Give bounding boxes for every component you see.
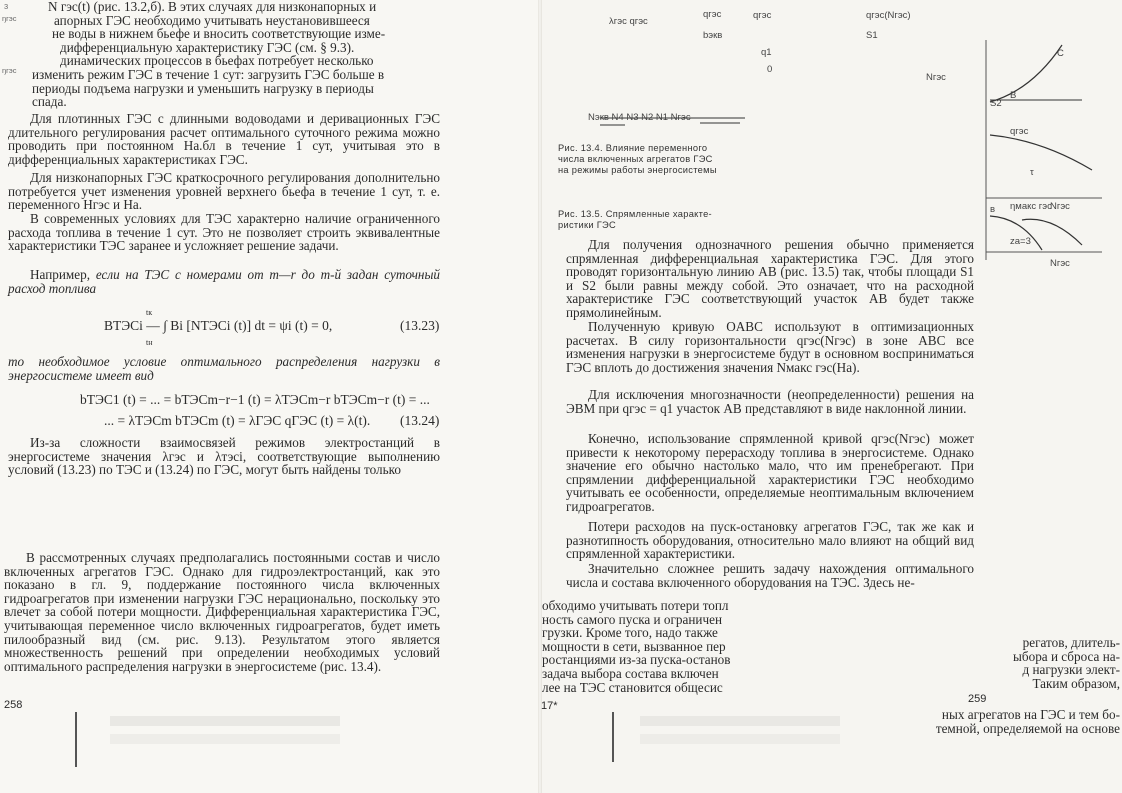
fig-label: Nгэс <box>1050 258 1070 269</box>
page-number-left: 258 <box>4 699 23 711</box>
scan-mark <box>75 712 77 767</box>
left-top-paragraph: N гэс(t) (рис. 13.2,б). В этих случаях для низконапорных и апорных ГЭС необходимо учитывать неустановившееся не воды в нижнем бьефе и вносить соответствующие изме- дифференциальную характеристику ГЭС (см. § 9.3). динамических процессов в бьефах потребует несколько изменить режим ГЭС в течение 1 сут: загрузить ГЭС больше в периоды подъема нагрузки и уменьшить нагрузку в периоды спада. <box>32 0 386 110</box>
left-paragraph-2: Для плотинных ГЭС с длинными водоводами и деривационных ГЭС длительного регулирования расчет оптимального суточного режима можно проводить при постоянном Hа.бл в течение 1 сут, учитывая это в дифференциальных характеристиках ГЭС. <box>8 111 440 167</box>
right-paragraph-1: Для получения однозначного решения обычно применяется спрямленная дифференциальная характеристика ГЭС. Для этого проводят горизонтальную линию AB (рис. 13.5) так, чтобы площади S1 и S2 были равны между собой. Это означает, что на расходной характеристике ГЭС соответствующий участок AB будет также прямолинейным. <box>566 237 974 320</box>
bleed-through <box>640 734 840 744</box>
right-paragraph-4: Конечно, использование спрямленной кривой qгэс(Nгэс) может привести к некоторому перерасходу топлива в энергосистеме. Однако значение его обычно настолько мало, что им пренебрегают. При спрямлении дифференциальной характеристики ГЭС необходимо учитывать ее особенности, определяемые неоптимальным включением гидроагрегатов. <box>566 431 974 514</box>
left-paragraph-3: Для низконапорных ГЭС краткосрочного регулирования дополнительно потребуется учет изменения уровней верхнего бьефа в течение 1 сут, т. е. переменного Hгэс и Hа. <box>8 170 440 213</box>
margin-note: ŋгэс <box>2 66 17 75</box>
fig-label: bэкв <box>703 30 723 41</box>
left-paragraph-8: В рассмотренных случаях предполагались постоянными состав и число включенных агрегатов ГЭС. Однако для гидроэлектростанций, как это показано в гл. 9, поддержание постоянного числа включенных гидроагрегатов при изменении нагрузки ГЭС нерационально, поскольку это влечет за собой потери мощности. Дифференциальная характеристика ГЭС, учитывающая переменное число включенных гидроагрегатов, будет иметь пилообразный вид (см. рис. 9.13). Результатом этого является множественность решений при определении необходимых условий оптимального распределения нагрузки в энергосистеме (рис. 13.4). <box>4 550 440 674</box>
fig-label: в <box>990 204 996 215</box>
equation-13-24b: ... = λТЭСm bТЭСm (t) = λГЭС qГЭС (t) = λ(t). <box>104 413 371 428</box>
figure-13-4-caption: Рис. 13.4. Влияние переменного числа включенных агрегатов ГЭС на режимы работы энергосистемы <box>558 143 717 175</box>
curve-q <box>990 135 1092 170</box>
figure-13-5 <box>982 40 1122 270</box>
right-paragraph-5: Потери расходов на пуск-остановку агрегатов ГЭС, так же как и разнотипность оборудования, относительно мало влияют на общий вид спрямленной характеристики. <box>566 519 974 562</box>
fig-label: τ <box>1030 167 1034 178</box>
margin-note: ŋгэс <box>2 14 17 23</box>
scan-mark <box>612 712 614 762</box>
fig-label: qгэс <box>703 9 722 20</box>
bleed-through <box>640 716 840 726</box>
overlapping-page-bottom: ных агрегатов на ГЭС и тем бо- темной, определяемой на основе <box>935 707 1120 736</box>
equation-number: (13.24) <box>400 413 440 428</box>
left-paragraph-4: В современных условиях для ТЭС характерно наличие ограниченного расхода топлива в течение 1 сут. Это не позволяет строить эквивалентные характеристики ТЭС заранее и усложняет решение задачи. <box>8 211 440 254</box>
fig-label: S2 <box>990 98 1002 109</box>
right-paragraph-6-continued: обходимо учитывать потери топл ность самого пуска и ограничен грузки. Кроме того, надо также мощности в сети, вызванное пер ростанциями из-за пуска-останов задача выбора состава включен лее на ТЭС становится общесис <box>542 598 731 695</box>
equation-13-23: BТЭСi — ∫ Bi [NТЭСi (t)] dt = ψi (t) = 0, <box>104 318 333 333</box>
fig-label: 0 <box>767 64 773 75</box>
fig-label: q1 <box>761 47 772 58</box>
fig-label-lambda-q: λгэс qгэс <box>609 16 648 27</box>
fig-label: C <box>1057 48 1064 59</box>
integral-lower-limit: tн <box>146 338 153 347</box>
fig-label: Nгэс <box>926 72 946 83</box>
fig-label: B <box>1010 90 1017 101</box>
fig-label: qгэс <box>1010 126 1029 137</box>
fig-label: S1 <box>866 30 878 41</box>
curve-eta-2 <box>1022 219 1082 245</box>
right-paragraph-6: Значительно сложнее решить задачу нахождения оптимального числа и состава включенного оборудования на ТЭС. Здесь не- <box>566 561 974 590</box>
fig-axis-labels: Nэкв N4 N3 N2 N1 Nгэс <box>588 112 691 123</box>
fig-label: ηмакс гэс <box>1010 201 1052 212</box>
overlapping-page-fragment: регатов, длитель- ыбора и сброса на- д нагрузки элект- Таким образом, <box>1013 635 1120 691</box>
bleed-through <box>110 716 340 726</box>
fig-label: zа=3 <box>1010 236 1031 247</box>
fig-label: qгэс <box>753 10 772 21</box>
fig-label: qгэс(Nгэс) <box>866 10 911 21</box>
equation-number: (13.23) <box>400 318 440 333</box>
left-paragraph-7: Из-за сложности взаимосвязей режимов электростанций в энергосистеме значения λгэс и λтэсi, соответствующие выполнению условий (13.23) по ТЭС и (13.24) по ГЭС, могут быть найдены только <box>8 435 440 478</box>
bleed-through <box>110 734 340 744</box>
right-paragraph-2: Полученную кривую OABC используют в оптимизационных расчетах. В силу горизонтальности qгэс(Nгэс) в зоне ABC все изменения нагрузки в энергосистеме будут в основном восприниматься ГЭС вплоть до достижения значения Nмакс гэс(Hа). <box>566 319 974 375</box>
margin-note: 3 <box>4 2 9 11</box>
figure-13-5-caption: Рис. 13.5. Спрямленные характе- ристики ГЭС <box>558 209 712 230</box>
page-number-right: 259 <box>968 693 987 705</box>
integral-upper-limit: tк <box>146 308 153 317</box>
curve-c <box>990 45 1062 102</box>
fig-label: Nгэс <box>1050 201 1070 212</box>
right-paragraph-3: Для исключения многозначности (неопределенности) решения на ЭВМ при qгэс = q1 участок AB представляют в виде наклонной линии. <box>566 387 974 416</box>
signature-mark: 17* <box>541 700 558 712</box>
left-paragraph-5: Например, если на ТЭС с номерами от m—r до m-й задан суточный расход топлива <box>8 267 440 296</box>
equation-13-24a: bТЭС1 (t) = ... = bТЭСm−r−1 (t) = λТЭСm−r bТЭСm−r (t) = ... <box>80 392 430 407</box>
left-paragraph-6: то необходимое условие оптимального распределения нагрузки в энергосистеме имеет вид <box>8 354 440 383</box>
